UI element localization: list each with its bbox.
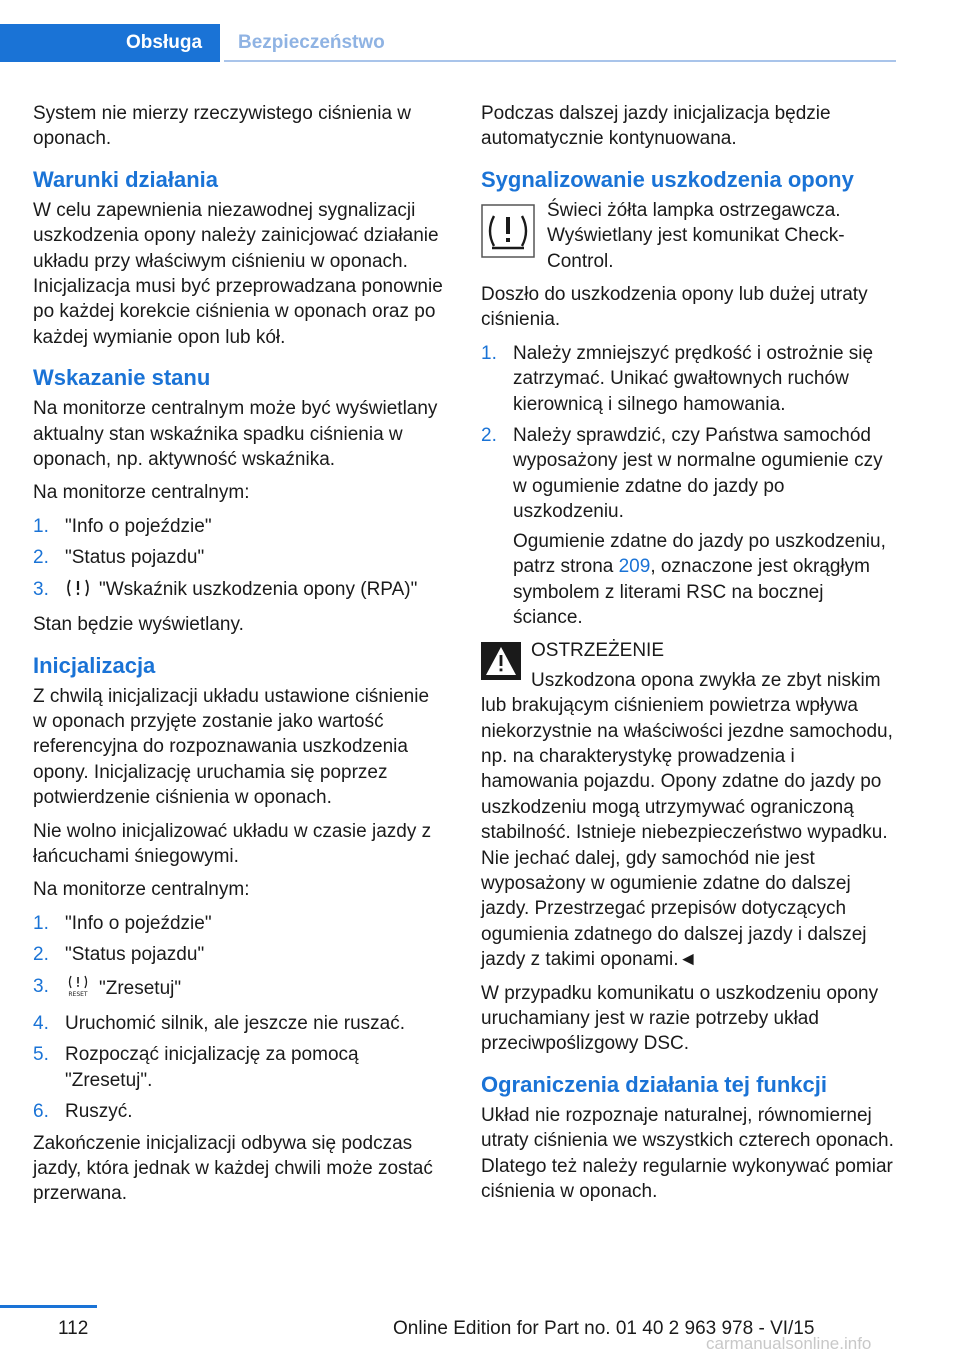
list-item: 1. Należy zmniejszyć prędkość i ostrożnie się zatrzymać. Unikać gwałtownych ruchów kierownicą i silnego hamowania.: [481, 342, 874, 415]
page-link[interactable]: 209: [618, 556, 651, 578]
header-rule: [224, 60, 896, 62]
warning-title: OSTRZEŻENIE: [531, 640, 665, 662]
page-number: 112: [58, 1318, 89, 1339]
inicjalizacja-text: Z chwilą inicjalizacji układu ustawione ciśnienie w oponach przyjęte zostanie jako wartość referencyjna do rozpoznawania uszkodzenia opony. Inicjalizację uruchamia się poprzez potwierdzenie ciśnienia w oponach.: [33, 685, 430, 809]
list-item: 5. Rozpocząć inicjalizację za pomocą "Zresetuj".: [33, 1044, 359, 1091]
list-item: 1. "Info o pojeździe": [33, 515, 212, 537]
warning-block: [481, 638, 897, 972]
wskazanie-text: Na monitorze centralnym może być wyświetlany aktualny stan wskaźnika spadku ciśnienia w oponach, np. aktywność wskaźnika.: [33, 398, 438, 471]
list-item: 2. Należy sprawdzić, czy Państwa samochód wyposażony jest w normalne ogumienie czy w ogumienie zdatne do jazdy po uszkodzeniu. Ogumienie zdatne do jazdy po uszkodzeniu, patrz strona 209, oznaczone jest okrągłym symbolem z literami RSC na bocznej ściance.: [481, 423, 897, 630]
left-column: [33, 101, 447, 1215]
left-intro: System nie mierzy rzeczywistego ciśnienia w oponach.: [33, 103, 412, 150]
heading-ograniczenia: Ograniczenia działania tej funkcji: [481, 1071, 827, 1097]
right-intro: Podczas dalszej jazdy inicjalizacja będzie automatycznie kontynuowana.: [481, 103, 831, 150]
heading-warunki: Warunki działania: [33, 166, 219, 192]
tab-bezpieczenstwo[interactable]: Bezpieczeństwo: [238, 32, 385, 53]
wskazanie-after: Stan będzie wyświetlany.: [33, 614, 244, 636]
ograniczenia-text: Układ nie rozpoznaje naturalnej, równomiernej utraty ciśnienia we wszystkich czterech oponach. Dlatego też należy regularnie wykonywać pomiar ciśnienia w oponach.: [481, 1104, 894, 1203]
list-item: 2. "Status pojazdu": [33, 944, 205, 966]
sygnalizowanie-steps: [481, 341, 897, 630]
watermark: carmanualsonline.info: [706, 1334, 872, 1353]
section-tabs: [0, 24, 896, 62]
warning-lamp-block: [481, 198, 897, 274]
wskazanie-steps: [33, 514, 447, 606]
dsc-text: W przypadku komunikatu o uszkodzeniu opony uruchamiany jest w razie potrzeby układ przeciwpoślizgowy DSC.: [481, 982, 879, 1055]
footer-rule: [0, 1305, 97, 1308]
sygnalizowanie-text: Doszło do uszkodzenia opony lub dużej utraty ciśnienia.: [481, 284, 868, 331]
list-item: 2. "Status pojazdu": [33, 547, 205, 569]
tire-pressure-icon: [65, 577, 91, 606]
reset-icon: [65, 974, 91, 1005]
inicjalizacja-text-2: Nie wolno inicjalizować układu w czasie jazdy z łańcuchami śniegowymi.: [33, 820, 432, 867]
list-item: 4. Uruchomić silnik, ale jeszcze nie ruszać.: [33, 1012, 406, 1034]
list-item: 3. RESET "Zresetuj": [33, 974, 447, 1005]
list-item: 1. "Info o pojeździe": [33, 912, 212, 934]
heading-sygnalizowanie: Sygnalizowanie uszkodzenia opony: [481, 166, 854, 192]
right-column: [481, 101, 897, 1212]
svg-text:RESET: RESET: [68, 990, 88, 998]
tire-pressure-warning-icon: [481, 204, 535, 265]
list-item: 3. "Wskaźnik uszkodzenia opony (RPA)": [33, 577, 447, 606]
wskazanie-lead: Na monitorze centralnym:: [33, 482, 250, 504]
heading-inicjalizacja: Inicjalizacja: [33, 652, 156, 678]
list-item: 6. Ruszyć.: [33, 1101, 133, 1123]
warning-first-line: Uszkodzona opona zwykła ze zbyt niskim: [531, 669, 881, 691]
warunki-text: W celu zapewnienia niezawodnej sygnalizacji uszkodzenia opony należy zainicjować działanie układu przy właściwym ciśnieniu w oponach. Inicjalizacja musi być przeprowadzana ponownie po każdej korekcie ciśnienia w oponach oraz po każdej wymianie opon lub kół.: [33, 199, 443, 348]
inicjalizacja-steps: [33, 911, 447, 1125]
warning-triangle-icon: [481, 642, 521, 687]
rsc-note: Ogumienie zdatne do jazdy po uszkodzeniu, patrz strona 209, oznaczone jest okrągłym symbolem z literami RSC na bocznej ściance.: [513, 530, 886, 628]
inicjalizacja-end: Zakończenie inicjalizacji odbywa się podczas jazdy, która jednak w każdej chwili może zostać przerwana.: [33, 1132, 433, 1205]
edition-line: Online Edition for Part no. 01 40 2 963 978 - VI/15: [393, 1318, 815, 1339]
heading-wskazanie: Wskazanie stanu: [33, 365, 211, 391]
warning-lamp-text: Świeci żółta lampka ostrzegawcza. Wyświetlany jest komunikat Check-Control.: [547, 199, 845, 272]
tab-obsluga[interactable]: Obsługa: [0, 24, 220, 62]
inicjalizacja-lead: Na monitorze centralnym:: [33, 879, 250, 901]
warning-text: lub brakującym ciśnieniem powietrza wpływa niekorzystnie na właściwości jezdne samochodu, np. na charakterystykę prowadzenia i hamowania pojazdu. Opony zdatne do jazdy po uszkodzeniu mogą utrzymywać ograniczoną stabilność. Istnieje niebezpieczeństwo wypadku. Nie jechać dalej, gdy samochód nie jest wyposażony w ogumienie zdatne do dalszej jazdy. Przestrzegać przepisów dotyczących ogumienia zdatnego do dalszej jazdy i dalszej jazdy z takimi oponami.◄: [481, 695, 893, 971]
